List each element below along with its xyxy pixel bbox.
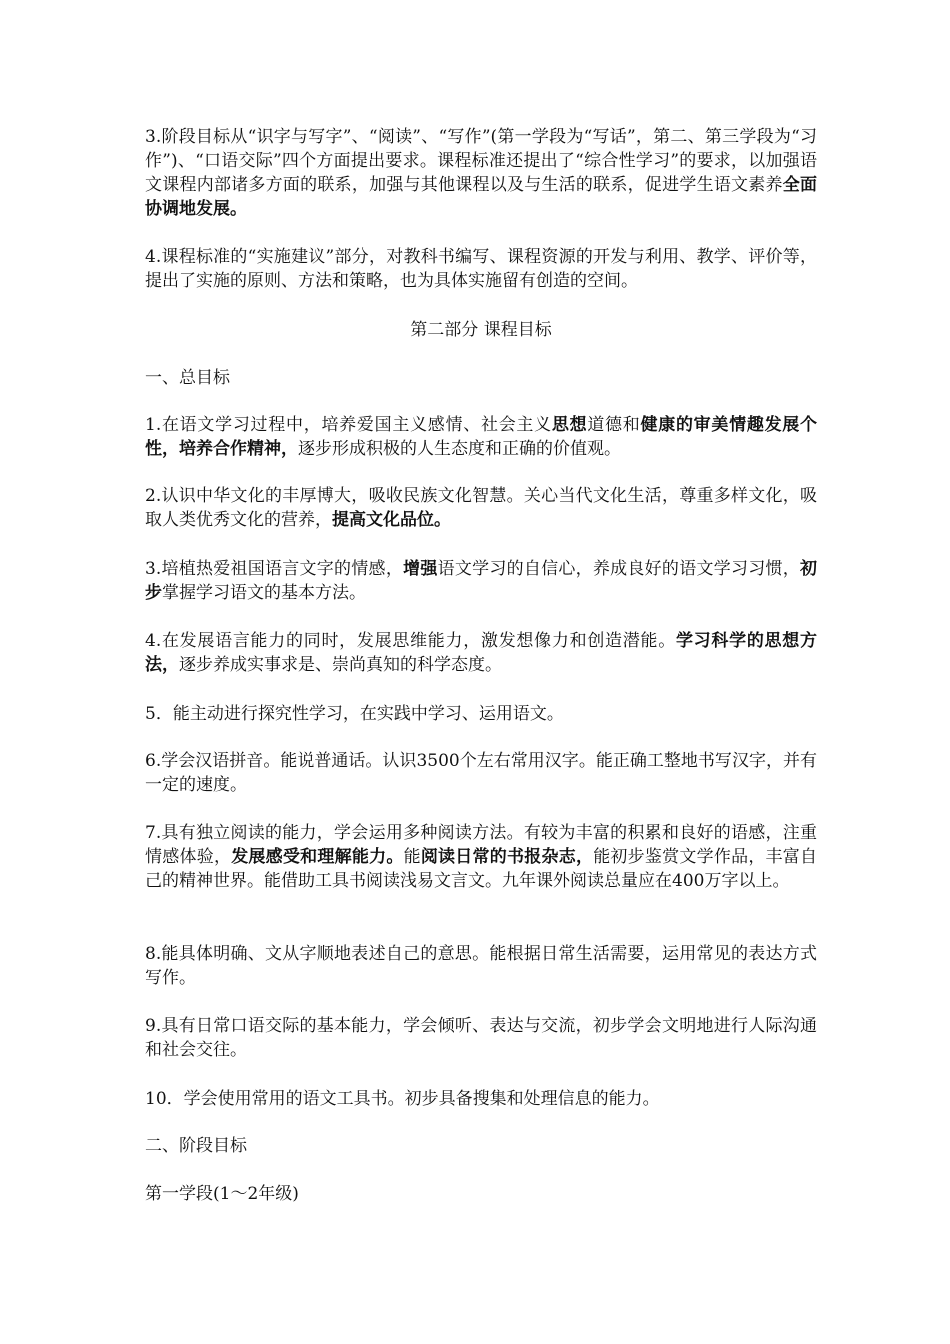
- text: 7.具有独立阅读的能力，学会运用多种阅读方法。有较为丰富的积累和良好的语感，注重情感体验，: [145, 823, 817, 867]
- bold-text: 提高文化品位。: [332, 510, 451, 530]
- text: 9.具有日常口语交际的基本能力，学会倾听、表达与交流，初步学会文明地进行人际沟通和社会交往。: [145, 1016, 817, 1060]
- section-heading-stage-goals: 二、阶段目标: [145, 1136, 247, 1156]
- paragraph-implementation: [145, 245, 817, 293]
- text: 4.课程标准的“实施建议”部分，对教科书编写、课程资源的开发与利用、教学、评价等，提出了实施的原则、方法和策略，也为具体实施留有创造的空间。: [145, 247, 817, 291]
- bold-text: 阅读日常的书报杂志，: [420, 847, 594, 867]
- text: 掌握学习语文的基本方法。: [162, 583, 366, 603]
- bold-text: 初步: [145, 559, 817, 603]
- stage-heading-first: 第一学段(1～2年级): [145, 1184, 299, 1204]
- text: 10．学会使用常用的语文工具书。初步具备搜集和处理信息的能力。: [145, 1089, 660, 1109]
- goal-item-8: [145, 942, 817, 990]
- bold-text: 学习科学的思想方法，: [145, 631, 818, 675]
- text: 逐步养成实事求是、崇尚真知的科学态度。: [179, 655, 502, 675]
- text: 5．能主动进行探究性学习，在实践中学习、运用语文。: [145, 704, 564, 724]
- text: 8.能具体明确、文从字顺地表述自己的意思。能根据日常生活需要，运用常见的表达方式写作。: [145, 944, 817, 988]
- text: 逐步形成积极的人生态度和正确的价值观。: [298, 439, 621, 459]
- goal-item-7: [145, 821, 817, 893]
- goal-item-2: [145, 484, 817, 532]
- part-title: 第二部分 课程目标: [410, 320, 552, 340]
- text: 3.培植热爱祖国语言文字的情感，: [145, 559, 404, 579]
- goal-item-4: [145, 629, 817, 677]
- bold-text: 全面协调地发展。: [145, 175, 818, 219]
- paragraph-stage-goals: [145, 125, 817, 221]
- section-heading-overall-goals: 一、总目标: [145, 368, 230, 388]
- text: 语文学习的自信心，养成良好的语文学习习惯，: [437, 559, 800, 579]
- text: 能: [403, 847, 421, 867]
- goal-item-9: [145, 1014, 817, 1062]
- text: 1.在语文学习过程中，培养爱国主义感情、社会主义: [145, 415, 552, 435]
- text: 能初步鉴赏文学作品，丰富自己的精神世界。能借助工具书阅读浅易文言文。九年课外阅读总量应在400万字以上。: [145, 847, 818, 891]
- bold-text: 健康的审美情趣发展个性，培养合作精神，: [145, 415, 818, 459]
- bold-text: 思想: [551, 415, 588, 435]
- bold-text: 增强: [403, 559, 438, 579]
- bold-text: 发展感受和理解能力。: [231, 847, 404, 867]
- text: 3.阶段目标从“识字与写字”、“阅读”、“写作”(第一学段为“写话”，第二、第三学段为“习作”)、“口语交际”四个方面提出要求。课程标准还提出了“综合性学习”的要求，以加强语文课程内部诸多方面的联系，加强与其他课程以及与生活的联系，促进学生语文素养: [145, 127, 817, 195]
- text: 2.认识中华文化的丰厚博大，吸收民族文化智慧。关心当代文化生活，尊重多样文化，吸取人类优秀文化的营养，: [145, 486, 817, 530]
- goal-item-1: [145, 413, 817, 461]
- goal-item-6: [145, 749, 817, 797]
- text: 4.在发展语言能力的同时，发展思维能力，激发想像力和创造潜能。: [145, 631, 676, 651]
- goal-item-5: [145, 702, 817, 726]
- goal-item-3: [145, 557, 817, 605]
- text: 6.学会汉语拼音。能说普通话。认识3500个左右常用汉字。能正确工整地书写汉字，并有一定的速度。: [145, 751, 817, 795]
- text: 道德和: [587, 415, 641, 435]
- goal-item-10: [145, 1087, 817, 1111]
